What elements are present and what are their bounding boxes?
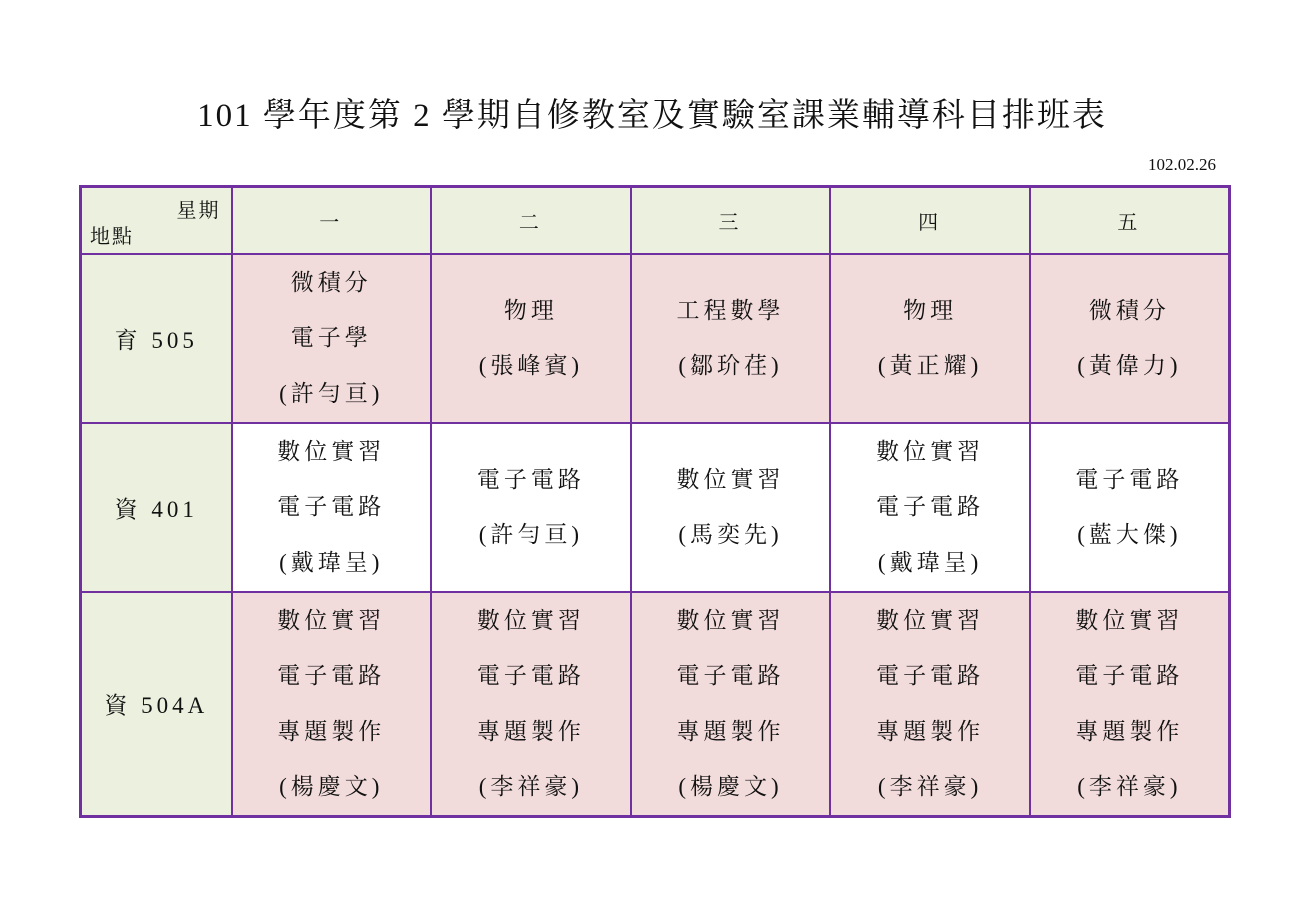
subject-name: 微積分 <box>1088 297 1170 323</box>
day-header-fri: 五 <box>1030 187 1230 254</box>
day-header-tue: 二 <box>431 187 631 254</box>
cell-lines <box>831 283 1029 394</box>
subject-name: 專題製作 <box>277 718 386 744</box>
subject-name: 電子電路 <box>676 663 785 688</box>
schedule-cell-fri <box>1030 423 1230 592</box>
tutor-name: (李祥豪) <box>478 774 584 799</box>
subject-name: 數位實習 <box>277 438 386 464</box>
subject-name: 工程數學 <box>676 297 785 323</box>
schedule-cell-tue <box>431 592 631 817</box>
subject-name: 電子電路 <box>476 466 585 492</box>
schedule-cell-wed <box>631 423 831 592</box>
tutor-name: (李祥豪) <box>877 774 983 799</box>
subject-name: 電子電路 <box>1075 663 1184 688</box>
day-header-wed: 三 <box>631 187 831 254</box>
tutor-name: (藍大傑) <box>1077 522 1182 547</box>
tutor-name: (許勻亘) <box>279 380 384 406</box>
subject-name: 數位實習 <box>476 607 585 633</box>
subject-name: 專題製作 <box>1075 718 1184 744</box>
schedule-cell-tue <box>431 254 631 423</box>
tutor-name: (馬奕先) <box>678 522 783 547</box>
room-label: 資 401 <box>81 423 232 592</box>
schedule-cell-mon <box>232 592 432 817</box>
cell-lines <box>1031 283 1228 394</box>
subject-name: 物理 <box>903 297 958 323</box>
tutor-name: (楊慶文) <box>279 774 384 799</box>
subject-name: 專題製作 <box>476 718 585 744</box>
subject-name: 電子電路 <box>277 663 386 688</box>
schedule-cell-tue <box>431 423 631 592</box>
schedule-cell-thu <box>830 254 1030 423</box>
weekday-axis-label: 星期 <box>176 200 221 222</box>
table-row <box>81 592 1230 817</box>
tutor-name: (楊慶文) <box>678 774 783 799</box>
subject-name: 微積分 <box>290 269 372 295</box>
subject-name: 物理 <box>503 297 558 323</box>
day-header-thu: 四 <box>830 187 1030 254</box>
cell-lines <box>632 283 830 394</box>
cell-lines <box>831 424 1029 591</box>
schedule-table <box>79 185 1231 818</box>
subject-name: 數位實習 <box>277 607 386 633</box>
cell-lines <box>632 593 830 815</box>
tutor-name: (戴瑋呈) <box>877 549 983 575</box>
cell-lines <box>432 593 630 815</box>
subject-name: 電子電路 <box>1075 466 1184 492</box>
room-label: 育 505 <box>81 254 232 423</box>
page-title: 101 學年度第 2 學期自修教室及實驗室課業輔導科目排班表 <box>197 98 1107 134</box>
subject-name: 專題製作 <box>876 718 985 744</box>
location-axis-label: 地點 <box>90 225 134 248</box>
table-row <box>81 254 1230 423</box>
schedule-cell-mon <box>232 423 432 592</box>
cell-lines <box>432 283 630 394</box>
cell-lines <box>432 452 630 563</box>
corner-cell <box>81 187 232 254</box>
cell-lines <box>233 424 431 591</box>
schedule-cell-thu <box>830 592 1030 817</box>
tutor-name: (鄒玠荏) <box>678 353 783 378</box>
subject-name: 電子電路 <box>476 663 585 688</box>
schedule-cell-mon <box>232 254 432 423</box>
schedule-cell-fri <box>1030 592 1230 817</box>
subject-name: 電子學 <box>290 325 372 351</box>
day-header-mon: 一 <box>232 187 432 254</box>
subject-name: 數位實習 <box>876 607 985 633</box>
cell-lines <box>233 593 431 815</box>
tutor-name: (黃正耀) <box>877 353 983 378</box>
header-row <box>81 187 1230 254</box>
cell-lines <box>1031 452 1228 563</box>
subject-name: 數位實習 <box>1075 607 1184 633</box>
subject-name: 電子電路 <box>277 494 386 520</box>
subject-name: 數位實習 <box>676 607 785 633</box>
cell-lines <box>632 452 830 563</box>
tutor-name: (戴瑋呈) <box>279 549 384 575</box>
tutor-name: (許勻亘) <box>478 522 584 547</box>
cell-lines <box>831 593 1029 815</box>
subject-name: 數位實習 <box>676 466 785 492</box>
subject-name: 電子電路 <box>876 663 985 688</box>
tutor-name: (張峰賓) <box>478 353 584 378</box>
cell-lines <box>233 255 431 422</box>
table-row <box>81 423 1230 592</box>
schedule-cell-fri <box>1030 254 1230 423</box>
schedule-cell-wed <box>631 254 831 423</box>
subject-name: 電子電路 <box>876 494 985 520</box>
schedule-cell-wed <box>631 592 831 817</box>
tutor-name: (黃偉力) <box>1077 353 1182 378</box>
room-label: 資 504A <box>81 592 232 817</box>
subject-name: 專題製作 <box>676 718 785 744</box>
document-date: 102.02.26 <box>1148 155 1216 174</box>
tutor-name: (李祥豪) <box>1077 774 1182 799</box>
schedule-cell-thu <box>830 423 1030 592</box>
cell-lines <box>1031 593 1228 815</box>
subject-name: 數位實習 <box>876 438 985 464</box>
